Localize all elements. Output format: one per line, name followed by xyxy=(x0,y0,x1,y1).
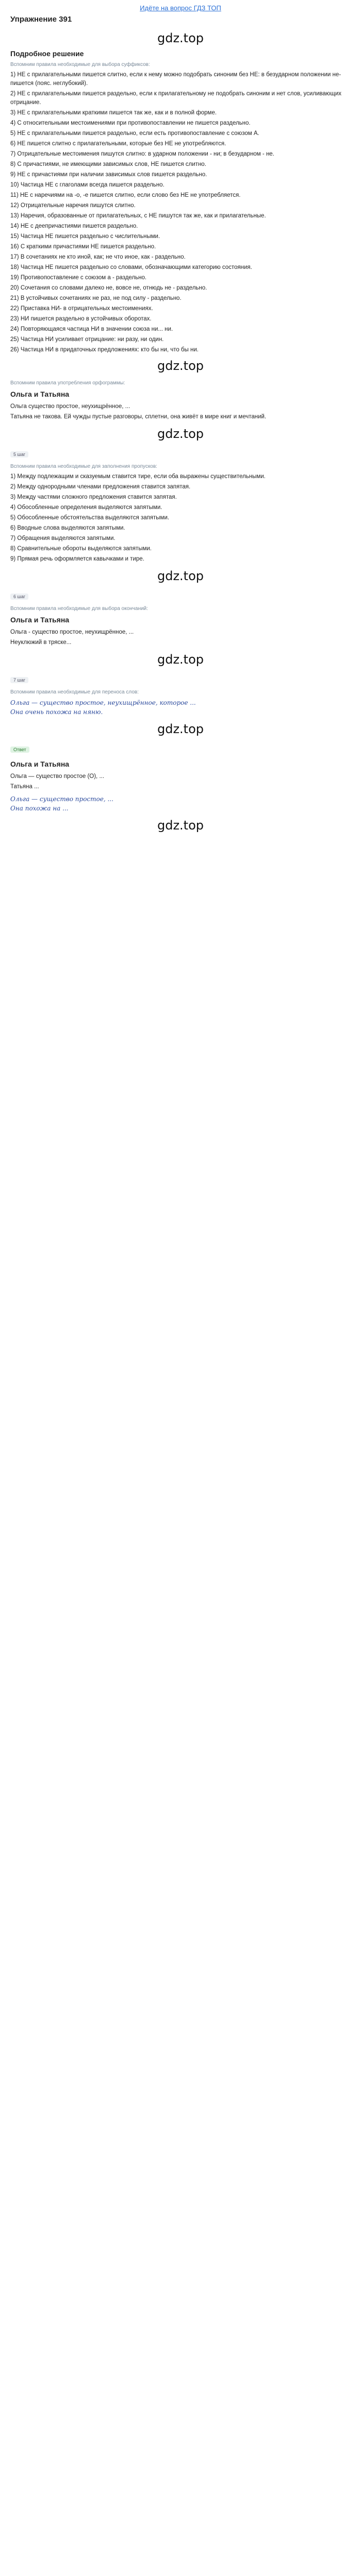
rule-item: 4) Обособленные определения выделяются запятыми. xyxy=(10,504,162,511)
watermark: gdz.top xyxy=(157,652,204,667)
watermark: gdz.top xyxy=(157,359,204,373)
section-4 xyxy=(10,590,351,647)
rule-item: 1) Между подлежащим и сказуемым ставится тире, если оба выражены существительными. xyxy=(10,473,266,480)
rule-item: 1) НЕ с прилагательными пишется слитно, если к нему можно подобрать синоним без НЕ: в безударном положении не- пишется (пояс. неглубокий). xyxy=(10,72,341,87)
paragraph: Ольга - существо простое, неухищрённое, ... xyxy=(10,629,134,635)
watermark: gdz.top xyxy=(157,818,204,833)
watermark: gdz.top xyxy=(157,569,204,583)
handwritten-line: Она похожа на ... xyxy=(10,805,69,812)
handwritten-line: Ольга — существо простое, неухищрённое, которое ... xyxy=(10,699,196,706)
rule-item: 7) Отрицательные местоимения пишутся слитно: в ударном положении - ни; в безударном - не. xyxy=(10,151,274,157)
rule-item: 2) НЕ с прилагательными пишется раздельно, если к прилагательному не подобрать синоним и нет слов, усиливающих отрицание. xyxy=(10,91,342,106)
section-6 xyxy=(10,743,351,813)
paragraph: Татьяна не такова. Ей чужды пустые разговоры, сплетни, она живёт в мире книг и мечтаний. xyxy=(10,414,267,420)
rule-item: 21) В устойчивых сочетаниях не раз, не под силу - раздельно. xyxy=(10,295,182,301)
rule-item: 9) НЕ с причастиями при наличии зависимых слов пишется раздельно. xyxy=(10,172,207,178)
rule-item: 6) Вводные слова выделяются запятыми. xyxy=(10,525,125,531)
section-5 xyxy=(10,674,351,717)
section2-text xyxy=(10,402,351,421)
rule-item: 9) Прямая речь оформляется кавычками и тире. xyxy=(10,556,144,562)
step-badge: 5 шаг xyxy=(10,451,28,457)
rule-item: 17) В сочетаниях не кто иной, как; не что иное, как - раздельно. xyxy=(10,254,186,260)
document-page xyxy=(0,0,361,833)
watermark: gdz.top xyxy=(157,427,204,441)
rule-item: 2) Между однородными членами предложения ставится запятая. xyxy=(10,484,191,490)
rules-list xyxy=(10,71,351,354)
rule-item: 7) Обращения выделяются запятыми. xyxy=(10,535,116,541)
rule-item: 5) Обособленные обстоятельства выделяются запятыми. xyxy=(10,515,170,521)
rule-item: 20) Сочетания со словами далеко не, вовсе не, отнюдь не - раздельно. xyxy=(10,285,207,291)
step-badge: 6 шаг xyxy=(10,594,28,600)
rule-item: 16) С краткими причастиями НЕ пишется раздельно. xyxy=(10,244,156,250)
rule-item: 15) Частица НЕ пишется раздельно с числительными. xyxy=(10,233,160,240)
rule-item: 3) Между частями сложного предложения ставится запятая. xyxy=(10,494,177,500)
paragraph: Ольга существо простое, неухищрённое, ... xyxy=(10,403,130,410)
handwritten-line: Ольга — существо простое, ... xyxy=(10,795,113,803)
rule-item: 4) С относительными местоимениями при противопоставлении не пишется раздельно. xyxy=(10,120,251,126)
answer-text xyxy=(10,772,351,791)
section4-hint: Вспомним правила необходимые для выбора окончаний: xyxy=(10,606,148,612)
solution-heading: Подробное решение xyxy=(10,49,84,58)
rule-item: 25) Частица НИ усиливает отрицание: ни разу, ни один. xyxy=(10,336,164,343)
rule-item: 26) Частица НИ в придаточных предложениях: кто бы ни, что бы ни. xyxy=(10,347,199,353)
handwritten-line: Она очень похожа на няню. xyxy=(10,708,103,716)
rule-item: 14) НЕ с деепричастиями пишется раздельно. xyxy=(10,223,138,229)
rule-item: 8) Сравнительные обороты выделяются запятыми. xyxy=(10,546,152,552)
section4-heading: Ольга и Татьяна xyxy=(10,616,70,624)
step-badge: 7 шаг xyxy=(10,677,28,683)
handwritten-text xyxy=(10,698,351,717)
answer-handwritten xyxy=(10,794,351,813)
rule-item: 10) Частица НЕ с глаголами всегда пишется раздельно. xyxy=(10,182,165,188)
top-link[interactable]: Идёте на вопрос ГДЗ ТОП xyxy=(140,4,221,12)
rule-item: 3) НЕ с прилагательными краткими пишется так же, как и в полной форме. xyxy=(10,110,217,116)
watermark: gdz.top xyxy=(157,722,204,736)
rule-item: 24) Повторяющаяся частица НИ в значении союза ни... ни. xyxy=(10,326,173,332)
section3-list xyxy=(10,472,351,564)
page-title: Упражнение 391 xyxy=(10,15,72,24)
rule-item: 11) НЕ с наречиями на -о, -е пишется слитно, если слово без НЕ не употребляется. xyxy=(10,192,241,198)
rule-item: 19) Противопоставление с союзом а - раздельно. xyxy=(10,275,147,281)
paragraph: Неуклюжий в тряске... xyxy=(10,639,72,646)
watermark: gdz.top xyxy=(157,31,204,45)
section4-text xyxy=(10,628,351,647)
rule-item: 6) НЕ пишется слитно с прилагательными, которые без НЕ не употребляются. xyxy=(10,141,226,147)
paragraph: Ольга — существо простое (О), ... xyxy=(10,773,105,779)
section5-hint: Вспомним правила необходимые для переноса слов: xyxy=(10,689,139,695)
rules-hint: Вспомним правила необходимые для выбора суффиксов: xyxy=(10,62,150,67)
paragraph: Татьяна ... xyxy=(10,784,39,790)
section2-heading: Ольга и Татьяна xyxy=(10,390,70,398)
rule-item: 5) НЕ с прилагательными пишется раздельно, если есть противопоставление с союзом А. xyxy=(10,130,259,137)
section-2 xyxy=(10,380,351,421)
rule-item: 8) С причастиями, не имеющими зависимых слов, НЕ пишется слитно. xyxy=(10,161,206,167)
rule-item: 12) Отрицательные наречия пишутся слитно. xyxy=(10,202,136,209)
rule-item: 23) НИ пишется раздельно в устойчивых оборотах. xyxy=(10,316,152,322)
answer-heading: Ольга и Татьяна xyxy=(10,760,70,768)
section3-hint: Вспомним правила необходимые для заполнения пропусков: xyxy=(10,464,157,469)
rule-item: 22) Приставка НИ- в отрицательных местоимениях. xyxy=(10,306,153,312)
section-3 xyxy=(10,448,351,564)
section2-hint: Вспомним правила употребления орфограммы: xyxy=(10,380,125,386)
rule-item: 13) Наречия, образованные от прилагательных, с НЕ пишутся так же, как и прилагательные. xyxy=(10,213,266,219)
rule-item: 18) Частица НЕ пишется раздельно со словами, обозначающими категорию состояния. xyxy=(10,264,252,270)
answer-badge: Ответ xyxy=(10,747,29,753)
